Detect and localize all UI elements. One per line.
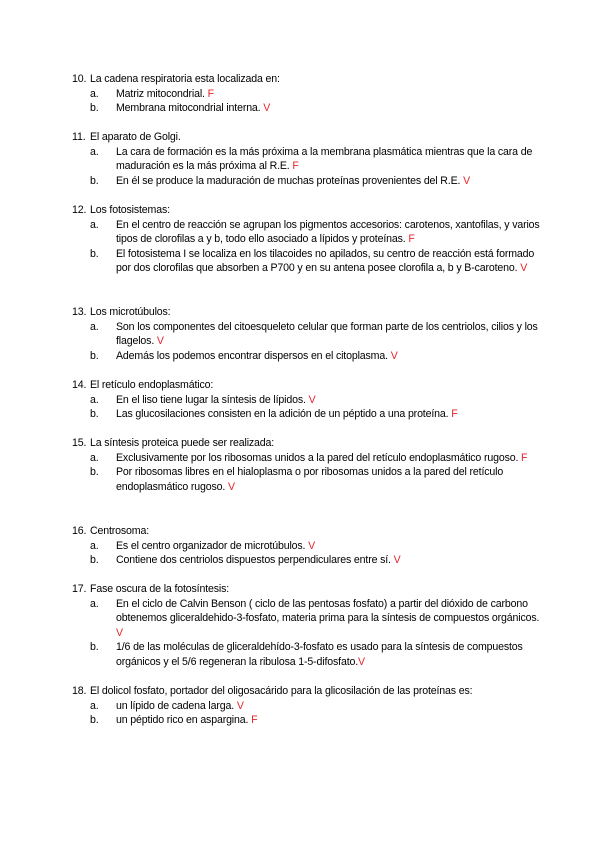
option-statement: un lípido de cadena larga. xyxy=(116,699,235,712)
question-title: Los fotosistemas: xyxy=(90,204,170,216)
question-heading xyxy=(72,582,542,597)
option-statement: Contiene dos centriolos dispuestos perpendiculares entre sí. xyxy=(116,554,391,567)
answer-mark: V xyxy=(236,699,244,712)
answer-mark: F xyxy=(451,408,458,421)
answer-mark: V xyxy=(393,554,401,567)
question-number: 16. xyxy=(72,525,87,537)
option-letter: a. xyxy=(90,145,99,158)
answer-mark: V xyxy=(156,335,164,348)
option-statement: Exclusivamente por los ribosomas unidos a la pared del retículo endoplasmático rugoso. xyxy=(116,451,519,464)
option-statement: El fotosistema I se localiza en los tilacoides no apilados, su centro de reacción está formado por dos clorofilas que absorben a P700 y en su antena posee clorofila a, b y B-caroteno. xyxy=(116,247,535,275)
option-text xyxy=(116,597,542,641)
option-letter: a. xyxy=(90,699,99,712)
option-text xyxy=(116,320,542,349)
question-16 xyxy=(72,524,542,568)
question-title: El dolicol fosfato, portador del oligosacárido para la glicosilación de las proteínas es: xyxy=(90,685,473,697)
answer-mark: F xyxy=(292,160,299,173)
question-12 xyxy=(72,203,542,276)
option-statement: En el centro de reacción se agrupan los pigmentos accesorios: carotenos, xantofilas, y varios tipos de clorofilas a y b, todo ello asociado a lípidos y proteínas. xyxy=(116,218,540,246)
question-title: El aparato de Golgi. xyxy=(90,131,181,143)
option-text xyxy=(116,640,542,669)
answer-mark: V xyxy=(390,349,398,362)
option-text xyxy=(116,101,542,116)
option-text xyxy=(116,349,542,364)
option-text xyxy=(116,713,542,728)
answer-mark: F xyxy=(207,87,214,100)
option-statement: Por ribosomas libres en el hialoplasma o por ribosomas unidos a la pared del retículo endoplasmático rugoso. xyxy=(116,466,504,493)
question-number: 15. xyxy=(72,437,87,449)
question-title: La síntesis proteica puede ser realizada: xyxy=(90,437,275,449)
option-text xyxy=(116,87,542,102)
option-b xyxy=(90,465,542,494)
option-a xyxy=(90,320,542,349)
option-b xyxy=(90,640,542,669)
question-heading xyxy=(72,524,542,539)
option-text xyxy=(116,247,542,276)
question-heading xyxy=(72,203,542,218)
option-letter: b. xyxy=(90,247,99,260)
question-title: Los microtúbulos: xyxy=(90,306,171,318)
question-heading xyxy=(72,436,542,451)
question-heading xyxy=(72,378,542,393)
option-b xyxy=(90,174,542,189)
question-number: 13. xyxy=(72,306,87,318)
option-statement: En el ciclo de Calvin Benson ( ciclo de las pentosas fosfato) a partir del dióxido de carbono obtenemos gliceraldehido-3-fosfato, materia prima para la síntesis de compuestos orgánicos. xyxy=(116,597,540,625)
option-b xyxy=(90,349,542,364)
option-letter: a. xyxy=(90,320,99,333)
option-letter: a. xyxy=(90,451,99,464)
question-18 xyxy=(72,684,542,728)
answer-mark: V xyxy=(227,480,235,493)
option-b xyxy=(90,247,542,276)
question-number: 18. xyxy=(72,685,87,697)
question-number: 17. xyxy=(72,583,87,595)
question-number: 14. xyxy=(72,379,87,391)
answer-mark: V xyxy=(308,393,316,406)
question-11 xyxy=(72,130,542,188)
question-17 xyxy=(72,582,542,670)
option-statement: Son los componentes del citoesqueleto celular que forman parte de los centriolos, cilios y los flagelos. xyxy=(116,320,538,348)
option-text xyxy=(116,465,542,494)
question-heading xyxy=(72,684,542,699)
answer-mark: F xyxy=(408,233,415,246)
option-a xyxy=(90,87,542,102)
question-title: Centrosoma: xyxy=(90,525,149,537)
option-a xyxy=(90,393,542,408)
question-heading xyxy=(72,305,542,320)
question-title: Fase oscura de la fotosíntesis: xyxy=(90,583,230,595)
question-13 xyxy=(72,305,542,363)
option-a xyxy=(90,539,542,554)
answer-mark: V xyxy=(263,102,271,115)
option-a xyxy=(90,699,542,714)
option-a xyxy=(90,218,542,247)
question-heading xyxy=(72,72,542,87)
option-statement: un péptido rico en aspargina. xyxy=(116,714,249,727)
option-letter: b. xyxy=(90,466,99,479)
option-letter: a. xyxy=(90,87,99,100)
option-text xyxy=(116,699,542,714)
answer-mark: V xyxy=(520,262,528,275)
answer-mark: V xyxy=(463,174,471,187)
option-statement: La cara de formación es la más próxima a la membrana plasmática mientras que la cara de maduración es la más próxima al R.E. xyxy=(116,145,533,173)
option-b xyxy=(90,713,542,728)
answer-mark: V xyxy=(116,626,123,639)
option-letter: b. xyxy=(90,102,99,115)
option-text xyxy=(116,553,542,568)
option-letter: b. xyxy=(90,349,99,362)
option-text xyxy=(116,145,542,174)
option-text xyxy=(116,451,542,466)
question-title: La cadena respiratoria esta localizada en: xyxy=(90,73,280,85)
question-title: El retículo endoplasmático: xyxy=(90,379,214,391)
option-text xyxy=(116,539,542,554)
option-text xyxy=(116,393,542,408)
option-text xyxy=(116,407,542,422)
question-number: 12. xyxy=(72,204,87,216)
question-number: 10. xyxy=(72,73,87,85)
option-statement: 1/6 de las moléculas de gliceraldehído-3-fosfato es usado para la síntesis de compuestos orgánicos y el 5/6 regeneran la ribulosa 1-5-difosfato. xyxy=(116,641,523,668)
option-statement: Las glucosilaciones consisten en la adición de un péptido a una proteína. xyxy=(116,408,449,421)
option-statement: Además los podemos encontrar dispersos en el citoplasma. xyxy=(116,349,388,362)
answer-mark: V xyxy=(358,655,365,668)
answer-mark: V xyxy=(308,539,316,552)
question-10 xyxy=(72,72,542,116)
answer-mark: F xyxy=(521,451,528,464)
option-a xyxy=(90,597,542,641)
option-letter: b. xyxy=(90,408,99,421)
option-letter: b. xyxy=(90,554,99,567)
option-a xyxy=(90,145,542,174)
option-letter: a. xyxy=(90,539,99,552)
option-letter: b. xyxy=(90,714,99,727)
option-letter: a. xyxy=(90,597,99,610)
option-statement: Matriz mitocondrial. xyxy=(116,87,205,100)
option-letter: b. xyxy=(90,641,99,654)
option-a xyxy=(90,451,542,466)
option-text xyxy=(116,218,542,247)
question-14 xyxy=(72,378,542,422)
answer-mark: F xyxy=(251,714,258,727)
option-letter: a. xyxy=(90,218,99,231)
option-statement: En el liso tiene lugar la síntesis de lípidos. xyxy=(116,393,306,406)
question-heading xyxy=(72,130,542,145)
option-letter: b. xyxy=(90,174,99,187)
option-b xyxy=(90,101,542,116)
option-statement: En él se produce la maduración de muchas proteínas provenientes del R.E. xyxy=(116,174,461,187)
question-number: 11. xyxy=(72,131,86,143)
option-statement: Membrana mitocondrial interna. xyxy=(116,102,261,115)
option-text xyxy=(116,174,542,189)
option-b xyxy=(90,407,542,422)
option-statement: Es el centro organizador de microtúbulos. xyxy=(116,539,306,552)
option-b xyxy=(90,553,542,568)
option-letter: a. xyxy=(90,393,99,406)
question-15 xyxy=(72,436,542,494)
